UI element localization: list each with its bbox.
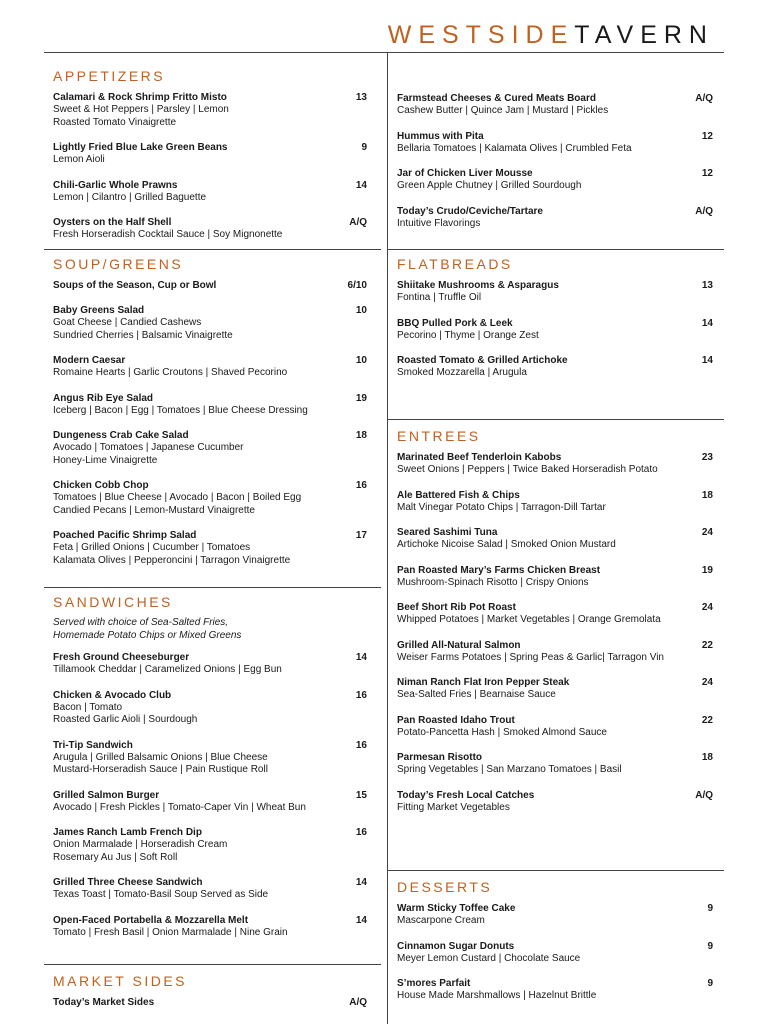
item-name: Oysters on the Half Shell <box>53 217 172 228</box>
item-name: Lightly Fried Blue Lake Green Beans <box>53 142 228 153</box>
item-name: Farmstead Cheeses & Cured Meats Board <box>397 93 596 104</box>
section-title: SOUP/GREENS <box>53 256 184 272</box>
menu-item <box>53 179 367 205</box>
item-price: 14 <box>701 355 713 366</box>
item-name: Today’s Crudo/Ceviche/Tartare <box>397 205 543 217</box>
menu-item <box>397 317 713 343</box>
menu-item <box>53 479 367 517</box>
menu-item <box>397 902 713 928</box>
appetizers-section <box>53 67 367 254</box>
item-name: Calamari & Rock Shrimp Fritto Misto <box>53 92 227 103</box>
item-description: Sweet Onions | Peppers | Twice Baked Horseradish Potato <box>397 464 658 475</box>
section-title: SANDWICHES <box>53 594 173 610</box>
flatbreads-section <box>397 255 713 392</box>
restaurant-logo <box>388 20 714 50</box>
item-price: A/Q <box>695 789 713 801</box>
menu-item <box>53 91 367 129</box>
item-price: 24 <box>701 677 713 688</box>
item-description: Meyer Lemon Custard | Chocolate Sauce <box>397 952 581 964</box>
menu-item <box>397 451 713 477</box>
item-description: Tillamook Cheddar | Caramelized Onions | Egg Bun <box>53 664 282 675</box>
menu-item <box>53 216 367 242</box>
top-rule <box>44 52 724 53</box>
item-description: Cashew Butter | Quince Jam | Mustard | Pickles <box>397 105 609 116</box>
item-name: Modern Caesar <box>53 355 126 366</box>
item-price: 14 <box>355 179 367 191</box>
item-price: 22 <box>701 639 713 651</box>
column-divider <box>387 52 388 1024</box>
item-name: Pan Roasted Mary’s Farms Chicken Breast <box>397 564 601 576</box>
menu-item <box>397 279 713 305</box>
section-title: FLATBREADS <box>397 256 513 272</box>
sandwiches-section <box>53 593 367 951</box>
menu-item <box>397 751 713 777</box>
item-description: Intuitive Flavorings <box>397 217 481 229</box>
item-price: 24 <box>701 602 713 613</box>
item-description: Texas Toast | Tomato-Basil Soup Served as Side <box>53 889 269 900</box>
item-name: Grilled Three Cheese Sandwich <box>53 877 203 888</box>
menu-item <box>397 940 713 966</box>
item-price: 16 <box>355 689 367 701</box>
item-price: A/Q <box>349 217 367 228</box>
item-description: Iceberg | Bacon | Egg | Tomatoes | Blue Cheese Dressing <box>53 404 308 416</box>
menu-item <box>53 141 367 167</box>
item-price: 13 <box>355 92 367 103</box>
menu-item <box>53 996 367 1009</box>
item-price: A/Q <box>695 205 713 217</box>
item-description: Sundried Cherries | Balsamic Vinaigrette <box>53 329 233 341</box>
item-name: S’mores Parfait <box>397 978 471 989</box>
item-name: Angus Rib Eye Salad <box>53 392 154 404</box>
item-name: Today’s Fresh Local Catches <box>397 789 535 801</box>
item-name: Open-Faced Portabella & Mozzarella Melt <box>53 914 249 926</box>
item-name: Poached Pacific Shrimp Salad <box>53 530 197 541</box>
rule-right-3 <box>387 870 724 871</box>
menu-item <box>53 826 367 864</box>
menu-item <box>53 876 367 902</box>
item-description: Artichoke Nicoise Salad | Smoked Onion Mustard <box>397 539 616 550</box>
desserts-section <box>397 878 713 1015</box>
item-price: 14 <box>355 652 367 663</box>
menu-item <box>53 392 367 418</box>
item-description: Bacon | Tomato <box>53 701 123 713</box>
menu-item <box>53 689 367 727</box>
menu-item <box>397 676 713 702</box>
item-description: Bellaria Tomatoes | Kalamata Olives | Crumbled Feta <box>397 142 632 154</box>
market-sides-section <box>53 972 367 1021</box>
item-price: 18 <box>355 430 367 441</box>
menu-item <box>397 977 713 1003</box>
item-name: Beef Short Rib Pot Roast <box>397 602 516 613</box>
section-title: DESSERTS <box>397 879 493 895</box>
item-price: 14 <box>701 317 713 329</box>
menu-item <box>397 205 713 231</box>
item-description: Feta | Grilled Onions | Cucumber | Tomatoes <box>53 542 251 553</box>
item-name: Grilled All-Natural Salmon <box>397 639 521 651</box>
item-description: Mushroom-Spinach Risotto | Crispy Onions <box>397 576 589 588</box>
item-name: Grilled Salmon Burger <box>53 789 160 801</box>
item-description: Pecorino | Thyme | Orange Zest <box>397 329 539 341</box>
item-description: Tomato | Fresh Basil | Onion Marmalade | Nine Grain <box>53 926 288 938</box>
item-description: Tomatoes | Blue Cheese | Avocado | Bacon | Boiled Egg <box>53 492 302 503</box>
item-name: Cinnamon Sugar Donuts <box>397 940 515 952</box>
entrees-section <box>397 427 713 826</box>
item-price: 18 <box>701 752 713 763</box>
item-name: Parmesan Risotto <box>397 752 483 763</box>
item-description: Goat Cheese | Candied Cashews <box>53 317 202 328</box>
item-description: Roasted Tomato Vinaigrette <box>53 116 177 128</box>
section-title: ENTREES <box>397 428 481 444</box>
item-description: Spring Vegetables | San Marzano Tomatoes | Basil <box>397 764 622 775</box>
item-name: Shiitake Mushrooms & Asparagus <box>397 280 559 291</box>
section-note <box>53 617 367 642</box>
item-price: 22 <box>701 714 713 726</box>
item-price: 19 <box>701 564 713 576</box>
menu-item <box>53 304 367 342</box>
item-price: 18 <box>701 489 713 501</box>
item-description: Mustard-Horseradish Sauce | Pain Rustique Roll <box>53 764 268 775</box>
item-price: 6/10 <box>347 280 367 291</box>
menu-item <box>397 489 713 515</box>
item-price: 10 <box>355 355 367 366</box>
item-name: Chicken Cobb Chop <box>53 480 149 491</box>
item-name: Warm Sticky Toffee Cake <box>397 903 516 914</box>
item-price: 12 <box>701 130 713 142</box>
item-price: 17 <box>355 530 367 541</box>
item-description: Lemon | Cilantro | Grilled Baguette <box>53 191 207 203</box>
menu-item <box>397 92 713 118</box>
menu-item <box>53 279 367 292</box>
rule-left-2 <box>44 587 381 588</box>
menu-item <box>397 789 713 815</box>
item-name: Pan Roasted Idaho Trout <box>397 714 515 726</box>
item-description: Arugula | Grilled Balsamic Onions | Blue Cheese <box>53 751 268 763</box>
item-description: Roasted Garlic Aioli | Sourdough <box>53 714 198 725</box>
item-name: Chili-Garlic Whole Prawns <box>53 179 178 191</box>
menu-item <box>397 714 713 740</box>
item-description: Green Apple Chutney | Grilled Sourdough <box>397 180 582 191</box>
item-price: 9 <box>707 940 713 952</box>
menu-item <box>397 354 713 380</box>
item-name: Niman Ranch Flat Iron Pepper Steak <box>397 677 570 688</box>
item-price: 9 <box>361 142 367 153</box>
item-name: Hummus with Pita <box>397 130 484 142</box>
item-description: Lemon Aioli <box>53 154 105 165</box>
appetizers-section-right <box>397 92 713 242</box>
item-description: Candied Pecans | Lemon-Mustard Vinaigrette <box>53 504 255 516</box>
item-name: Roasted Tomato & Grilled Artichoke <box>397 355 568 366</box>
item-name: Dungeness Crab Cake Salad <box>53 430 189 441</box>
menu-item <box>53 651 367 677</box>
menu-item <box>53 789 367 815</box>
menu-item <box>53 739 367 777</box>
item-price: A/Q <box>349 997 367 1008</box>
item-price: 16 <box>355 480 367 491</box>
item-price: 10 <box>355 305 367 316</box>
item-price: 19 <box>355 392 367 404</box>
item-price: 16 <box>355 827 367 838</box>
menu-item <box>397 564 713 590</box>
item-description: Fontina | Truffle Oil <box>397 292 482 303</box>
menu-item <box>397 130 713 156</box>
soup-greens-section <box>53 255 367 579</box>
rule-right-1 <box>387 249 724 250</box>
item-name: Marinated Beef Tenderloin Kabobs <box>397 452 562 463</box>
note-line: Served with choice of Sea-Salted Fries, <box>53 617 229 628</box>
item-description: Avocado | Fresh Pickles | Tomato-Caper Vin | Wheat Bun <box>53 801 306 813</box>
item-name: Chicken & Avocado Club <box>53 689 172 701</box>
item-price: 9 <box>707 978 713 989</box>
item-price: 15 <box>355 789 367 801</box>
item-name: Ale Battered Fish & Chips <box>397 489 520 501</box>
item-price: 13 <box>701 280 713 291</box>
item-description: Whipped Potatoes | Market Vegetables | Orange Gremolata <box>397 614 661 625</box>
item-price: 23 <box>701 452 713 463</box>
item-price: A/Q <box>695 93 713 104</box>
item-description: Romaine Hearts | Garlic Croutons | Shaved Pecorino <box>53 367 288 378</box>
item-description: Honey-Lime Vinaigrette <box>53 454 158 466</box>
menu-item <box>397 526 713 552</box>
item-name: Today’s Market Sides <box>53 997 155 1008</box>
section-title: MARKET SIDES <box>53 973 187 989</box>
item-description: Kalamata Olives | Pepperoncini | Tarragon Vinaigrette <box>53 554 291 566</box>
item-price: 24 <box>701 527 713 538</box>
item-description: Avocado | Tomatoes | Japanese Cucumber <box>53 442 244 453</box>
section-title: APPETIZERS <box>53 68 166 84</box>
item-description: Sweet & Hot Peppers | Parsley | Lemon <box>53 104 229 115</box>
item-price: 14 <box>355 877 367 888</box>
item-description: Weiser Farms Potatoes | Spring Peas & Garlic| Tarragon Vin <box>397 651 664 663</box>
menu-item <box>53 429 367 467</box>
item-price: 14 <box>355 914 367 926</box>
logo-westside: WESTSIDE <box>387 21 575 49</box>
item-name: Fresh Ground Cheeseburger <box>53 652 190 663</box>
menu-item <box>53 529 367 567</box>
item-price: 9 <box>707 903 713 914</box>
item-name: Seared Sashimi Tuna <box>397 527 498 538</box>
item-description: Sea-Salted Fries | Bearnaise Sauce <box>397 689 556 700</box>
item-price: 16 <box>355 739 367 751</box>
item-description: Onion Marmalade | Horseradish Cream <box>53 839 228 850</box>
item-price: 12 <box>701 168 713 179</box>
item-name: Baby Greens Salad <box>53 305 145 316</box>
note-line: Homemade Potato Chips or Mixed Greens <box>53 629 242 641</box>
item-description: Potato-Pancetta Hash | Smoked Almond Sauce <box>397 726 607 738</box>
item-name: Tri-Tip Sandwich <box>53 739 133 751</box>
logo-tavern: TAVERN <box>574 21 714 49</box>
item-description: Rosemary Au Jus | Soft Roll <box>53 851 178 863</box>
menu-item <box>397 167 713 193</box>
item-description: Mascarpone Cream <box>397 915 485 926</box>
menu-item <box>53 354 367 380</box>
item-name: Jar of Chicken Liver Mousse <box>397 168 533 179</box>
item-name: James Ranch Lamb French Dip <box>53 827 202 838</box>
item-name: BBQ Pulled Pork & Leek <box>397 317 513 329</box>
menu-item <box>397 639 713 665</box>
item-name: Soups of the Season, Cup or Bowl <box>53 280 217 291</box>
item-description: Fitting Market Vegetables <box>397 801 510 813</box>
item-description: Fresh Horseradish Cocktail Sauce | Soy Mignonette <box>53 229 283 240</box>
item-description: House Made Marshmallows | Hazelnut Brittle <box>397 990 597 1001</box>
item-description: Smoked Mozzarella | Arugula <box>397 367 527 378</box>
menu-item <box>397 601 713 627</box>
rule-right-2 <box>387 419 724 420</box>
item-description: Malt Vinegar Potato Chips | Tarragon-Dill Tartar <box>397 501 606 513</box>
rule-left-3 <box>44 964 381 965</box>
menu-item <box>53 914 367 940</box>
